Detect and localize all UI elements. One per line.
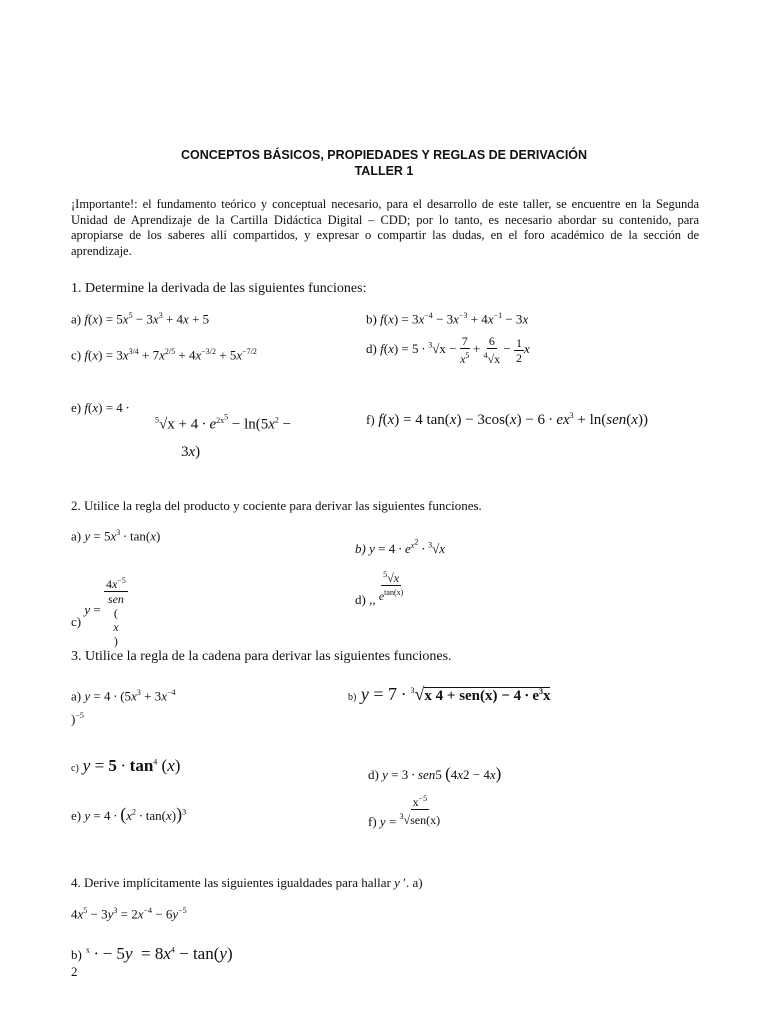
page-number: 2 — [71, 964, 78, 979]
section-4-heading-suffix: . a) — [405, 875, 423, 890]
s1-label-f: f) — [366, 412, 375, 427]
s3-label-f: f) — [368, 814, 377, 830]
document-title: CONCEPTOS BÁSICOS, PROPIEDADES Y REGLAS DE DERIVACIÓN — [180, 148, 588, 162]
section-2-heading: 2. Utilice la regla del producto y cociente para derivar las siguientes funciones. — [71, 498, 482, 513]
s2-label-a: a) — [71, 528, 82, 544]
s3-exercise-a: a) $y = 4 \cdot (5x^3 + 3x^{-4}$ — [71, 688, 176, 704]
s2-exercise-d: d) ,, $\frac{^5√x}{e^{tan(x)}}$ — [355, 570, 404, 608]
s4-exercise-a: $4x^5 - 3y^3 = 2x^{-4} - 6y^{-5}$ — [71, 906, 187, 922]
s3-exercise-f: f) y = $\frac{x^{-5}}{^3√sen(x)}$ — [368, 794, 441, 830]
s3-exercise-d: d) y = 3 ∙ sen5 (4x2 − 4x) — [368, 764, 502, 783]
section-1-heading: 1. Determine la derivada de las siguientes funciones: — [71, 281, 367, 296]
s3-label-c: c) — [71, 763, 79, 774]
s3-label-b: b) — [348, 692, 357, 703]
s3-label-e: e) — [71, 808, 82, 823]
s1-exercise-e: e) f(x) = 4 ∙ — [71, 400, 130, 415]
s2-label-d: d) — [355, 592, 366, 608]
s1-label-e: e) — [71, 400, 82, 415]
s3-exercise-a-cont: )$^{-5}$ — [71, 711, 84, 727]
s3-exercise-b: b) y = 7 ∙ $^3$√x $4 + sen(x) - 4 \cdot e^3x$ — [348, 684, 551, 704]
s1-exercise-b: b) $f(x) = 3x^{-4} - 3x^{-3} + 4x^{-1} - 3x$ — [366, 311, 529, 327]
s1-exercise-a: a) $f(x) = 5x^5 - 3x^3 + 4x + 5$ — [71, 311, 210, 327]
s1-label-c: c) — [71, 347, 82, 363]
intro-paragraph: ¡Importante!: el fundamento teórico y conceptual necesario, para el desarrollo de este taller, se encuentre en la Segunda Unidad de Aprendizaje de la Cartilla Didáctica Digital – CDD; por lo tanto, es necesario abordar su contenido, para apropiarse de los saberes allí compartidos, y expresar o compartir las dudas, en el foro académico de la sección de aprendizaje. — [71, 197, 699, 258]
s1-exercise-e-cont2: 3x) — [181, 444, 201, 460]
s2-label-c: c) — [71, 613, 82, 629]
s2-exercise-a: a) $y = 5x^3 \cdot \tan(x)$ — [71, 528, 161, 544]
s3-label-d: d) — [368, 767, 379, 782]
s1-label-a: a) — [71, 311, 82, 327]
s1-exercise-d: d) f(x) = 5 ∙ $^3$√x − $\frac{7}{x^5}$ + $\frac{6}{^4√x}$ − $\frac{1}{2}$ x — [366, 334, 530, 366]
s2-exercise-c: c) y = $4x^{-5}$ sen ( x ) — [71, 576, 126, 648]
s1-exercise-f: f) f(x) = 4 $\tan(x) - 3\cos(x) - 6 \cdot ex^3 + \ln(sen(x))$ — [366, 411, 648, 428]
s1-label-d: d) — [366, 340, 377, 356]
s2-label-b: b) — [355, 540, 366, 556]
s4-exercise-b: b) $^x$ ∙ − $5y = 8x^4 - \tan(y)$ — [71, 944, 233, 963]
s3-label-a: a) — [71, 688, 82, 704]
section-4-heading: 4. Derive implícitamente las siguientes igualdades para hallar y ′. a) — [71, 875, 423, 890]
section-4-heading-text: 4. Derive implícitamente las siguientes igualdades para hallar — [71, 875, 391, 890]
s3-exercise-c: c) $y = 5 \cdot \tan^4 (x)$ — [71, 756, 181, 775]
document-subtitle: TALLER 1 — [354, 164, 414, 178]
s1-exercise-e-cont: $^5√x + 4 \cdot e^{2x^5} - \ln(5x^2$ − — [155, 412, 292, 433]
s1-exercise-c: c) $f(x) = 3x^{3/4} + 7x^{2/5} + 4x^{-3/2} + 5x^{-7/2}$ — [71, 347, 257, 363]
s2-exercise-b: b) $y = 4 \cdot e^{x^2} \cdot ^3√x$ — [355, 537, 445, 556]
s3-exercise-e: e) $y = 4 \cdot (x^2 \cdot \tan(x))^3$ — [71, 804, 187, 824]
section-3-heading: 3. Utilice la regla de la cadena para derivar las siguientes funciones. — [71, 649, 452, 664]
s4-label-b: b) — [71, 947, 82, 962]
s1-label-b: b) — [366, 311, 377, 327]
